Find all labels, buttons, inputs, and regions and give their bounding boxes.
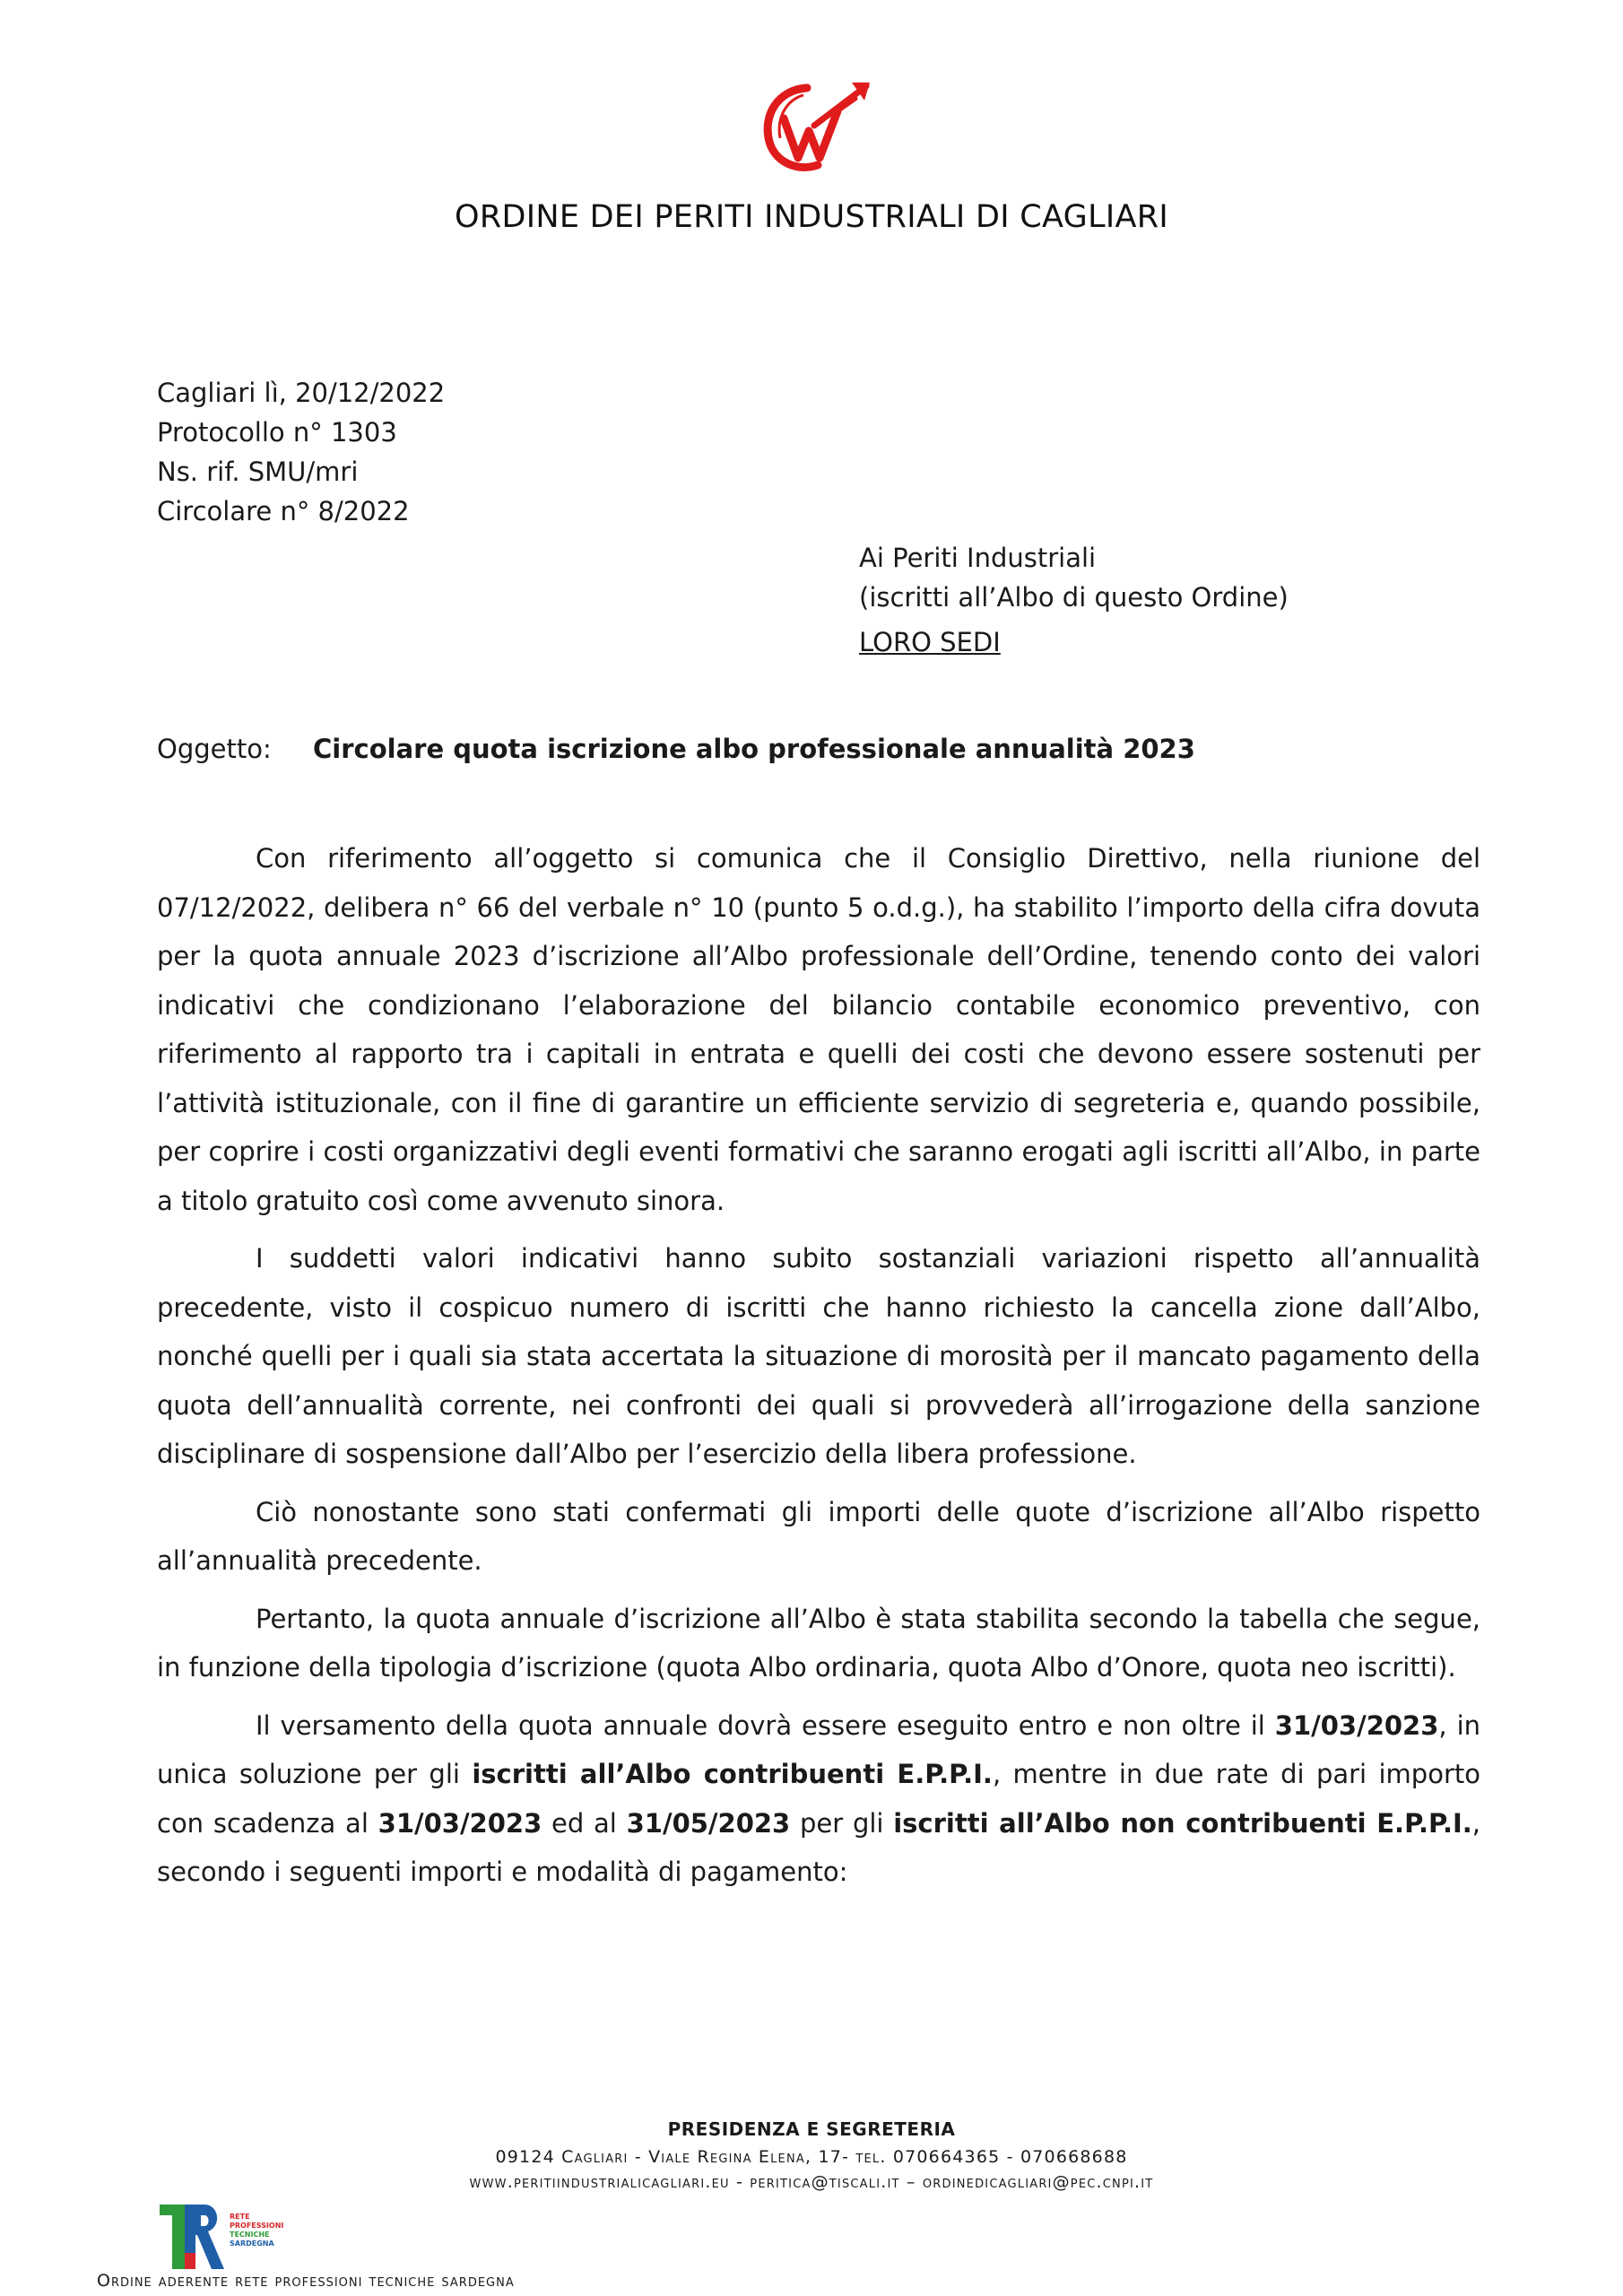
reference: Ns. rif. SMU/mri bbox=[157, 457, 359, 487]
protocol-number: Protocollo n° 1303 bbox=[157, 417, 397, 448]
recipient-line-2: (iscritti all’Albo di questo Ordine) bbox=[859, 582, 1289, 613]
bottom-note: Ordine aderente rete professioni tecniche sardegna bbox=[97, 2271, 515, 2291]
p5-contributors: iscritti all’Albo contribuenti E.P.P.I. bbox=[472, 1759, 993, 1789]
paragraph-1: Con riferimento all’oggetto si comunica che il Consiglio Direttivo, nella riunione del 07/12/2022, delibera n° 66 del verbale n° 10 (punto 5 o.d.g.), ha stabilito l’importo della cifra dovuta per la quota annuale 2023 d’iscrizione all’Albo professionale dell’Ordine, tenendo conto dei valori indicativi che condizionano l’elaborazione del bilancio contabile economico preventivo, con riferimento al rapporto tra i capitali in entrata e quelli dei costi che devono essere sostenuti per l’attività istituzionale, con il fine di garantire un efficiente servizio di segreteria e, quando possibile, per coprire i costi organizzativi degli eventi formativi che saranno erogati agli iscritti all’Albo, in parte a titolo gratuito così come avvenuto sinora. bbox=[157, 843, 1480, 1216]
organization-title: ORDINE DEI PERITI INDUSTRIALI DI CAGLIARI bbox=[455, 199, 1168, 235]
recipient-block bbox=[859, 538, 1289, 662]
rpt-word-4: SARDEGNA bbox=[230, 2239, 274, 2248]
p5-text-5: per gli bbox=[790, 1807, 894, 1839]
p5-text-1: Il versamento della quota annuale dovrà essere eseguito entro e non oltre il bbox=[256, 1709, 1275, 1741]
footer-contacts: www.peritiindustrialicagliari.eu - peritica@tiscali.it – ordinedicagliari@pec.cnpi.it bbox=[469, 2172, 1154, 2192]
paragraph-3: Ciò nonostante sono stati confermati gli importi delle quote d’iscrizione all’Albo rispetto all’annualità precedente. bbox=[157, 1496, 1480, 1576]
letter-body bbox=[157, 834, 1480, 1906]
rete-professioni-tecniche-logo bbox=[158, 2199, 284, 2273]
rpt-word-1: RETE bbox=[230, 2213, 250, 2221]
p5-text-3: , mentre in due rate di pari importo con scadenza al bbox=[157, 1759, 1480, 1839]
p5-text-4: ed al bbox=[542, 1807, 627, 1839]
p5-date-3: 31/05/2023 bbox=[626, 1807, 791, 1839]
subject-line bbox=[157, 734, 1195, 764]
paragraph-2: I suddetti valori indicativi hanno subito sostanziali variazioni rispetto all’annualità precedente, visto il cospicuo numero di iscritti che hanno richiesto la cancella zione dall’Albo, nonché quelli per i quali sia stata accertata la situazione di morosità per il mancato pagamento della quota dell’annualità corrente, nei confronti dei quali si provvederà all’irrogazione della sanzione disciplinare di sospensione dall’Albo per l’esercizio della libera professione. bbox=[157, 1243, 1480, 1469]
circular-number: Circolare n° 8/2022 bbox=[157, 496, 410, 526]
p5-non-contributors: iscritti all’Albo non contribuenti E.P.P.I. bbox=[893, 1807, 1472, 1839]
paragraph-5 bbox=[157, 1701, 1480, 1897]
letter-meta bbox=[157, 373, 445, 531]
p5-date-2: 31/03/2023 bbox=[378, 1807, 542, 1839]
subject-text: Circolare quota iscrizione albo professionale annualità 2023 bbox=[313, 734, 1195, 764]
rpt-word-3: TECNICHE bbox=[230, 2231, 270, 2239]
recipient-line-1: Ai Periti Industriali bbox=[859, 543, 1097, 573]
paragraph-4: Pertanto, la quota annuale d’iscrizione all’Albo è stata stabilita secondo la tabella che segue, in funzione della tipologia d’iscrizione (quota Albo ordinaria, quota Albo d’Onore, quota neo iscritti). bbox=[157, 1603, 1480, 1683]
ordine-logo bbox=[751, 72, 877, 178]
place-date: Cagliari lì, 20/12/2022 bbox=[157, 378, 446, 408]
p5-text-2: , in unica soluzione per gli bbox=[157, 1709, 1481, 1789]
footer-title: PRESIDENZA E SEGRETERIA bbox=[667, 2118, 956, 2140]
p5-text-6: , secondo i seguenti importi e modalità di pagamento: bbox=[157, 1807, 1480, 1887]
subject-label: Oggetto: bbox=[157, 734, 272, 764]
p5-date-1: 31/03/2023 bbox=[1274, 1709, 1439, 1741]
rpt-word-2: PROFESSIONI bbox=[230, 2222, 284, 2230]
footer-address: 09124 Cagliari - Viale Regina Elena, 17- tel. 070664365 - 070668688 bbox=[495, 2147, 1128, 2167]
recipient-line-3: LORO SEDI bbox=[859, 627, 1001, 657]
